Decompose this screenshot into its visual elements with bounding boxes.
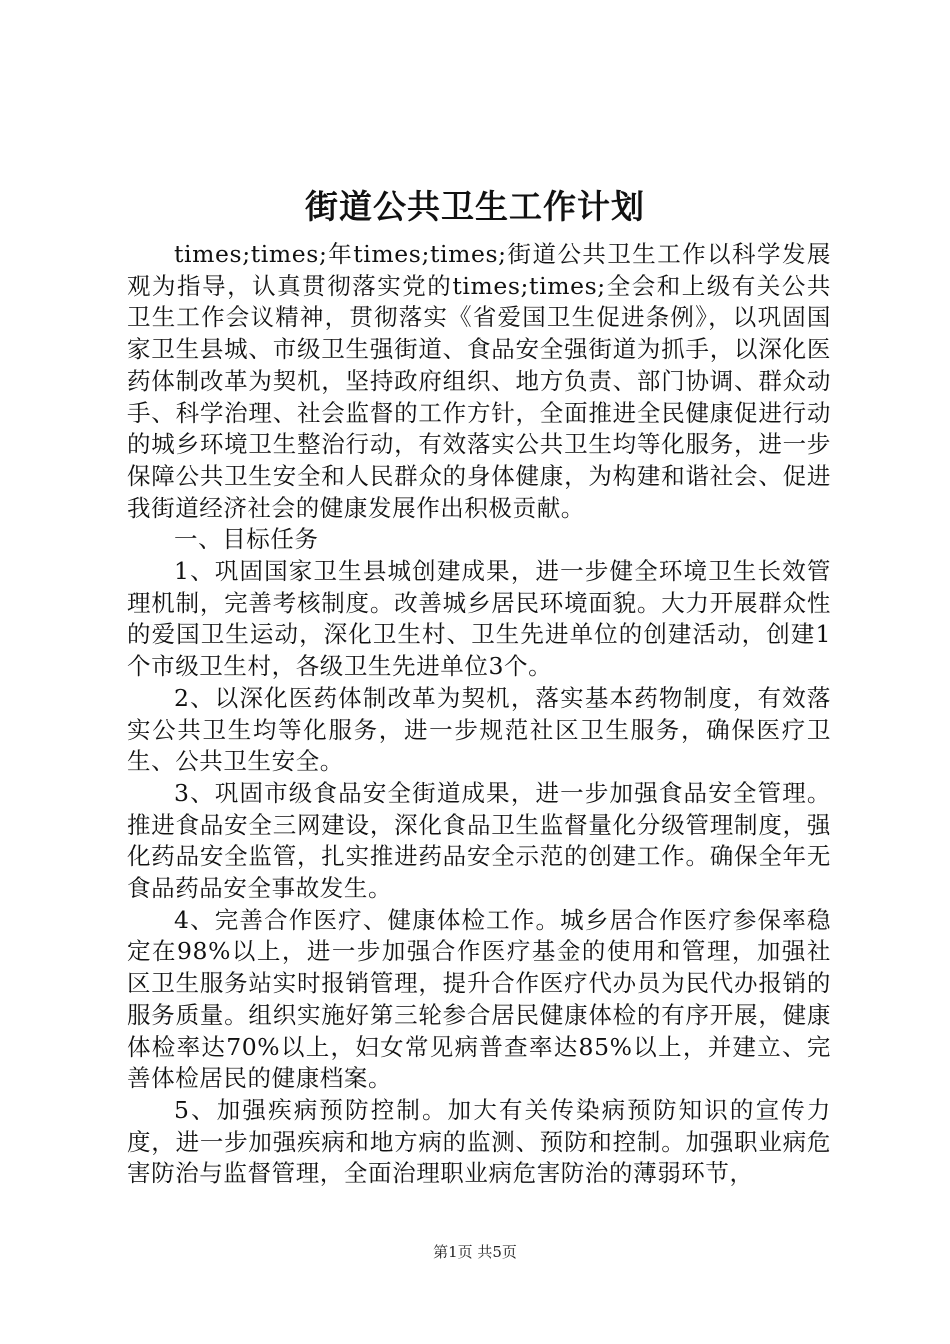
goal-item-4: 4、完善合作医疗、健康体检工作。城乡居合作医疗参保率稳定在98%以上，进一步加强合作医疗基金的使用和管理，加强社区卫生服务站实时报销管理，提升合作医疗代办员为民代办报销的服务质量。组织实施好第三轮参合居民健康体检的有序开展，健康体检率达70%以上，妇女常见病普查率达85%以上，并建立、完善体检居民的健康档案。 bbox=[127, 905, 831, 1093]
document-title: 街道公共卫生工作计划 bbox=[305, 187, 645, 226]
document-body bbox=[127, 239, 831, 1190]
intro-paragraph: times;times;年times;times;街道公共卫生工作以科学发展观为指导，认真贯彻落实党的times;times;全会和上级有关公共卫生工作会议精神，贯彻落实《省爱国卫生促进条例》，以巩固国家卫生县城、市级卫生强街道、食品安全强街道为抓手，以深化医药体制改革为契机，坚持政府组织、地方负责、部门协调、群众动手、科学治理、社会监督的工作方针，全面推进全民健康促进行动的城乡环境卫生整治行动，有效落实公共卫生均等化服务，进一步保障公共卫生安全和人民群众的身体健康，为构建和谐社会、促进我街道经济社会的健康发展作出积极贡献。 bbox=[127, 240, 831, 522]
page-footer: 第1页 共5页 bbox=[433, 1243, 517, 1261]
goal-item-1: 1、巩固国家卫生县城创建成果，进一步健全环境卫生长效管理机制，完善考核制度。改善城乡居民环境面貌。大力开展群众性的爱国卫生运动，深化卫生村、卫生先进单位的创建活动，创建1个市级卫生村，各级卫生先进单位3个。 bbox=[127, 557, 831, 681]
goal-item-3: 3、巩固市级食品安全街道成果，进一步加强食品安全管理。推进食品安全三网建设，深化食品卫生监督量化分级管理制度，强化药品安全监管，扎实推进药品安全示范的创建工作。确保全年无食品药品安全事故发生。 bbox=[127, 778, 831, 903]
section-heading-goals: 一、目标任务 bbox=[174, 525, 319, 554]
goal-item-2: 2、以深化医药体制改革为契机，落实基本药物制度，有效落实公共卫生均等化服务，进一步规范社区卫生服务，确保医疗卫生、公共卫生安全。 bbox=[127, 683, 831, 776]
goal-item-5: 5、加强疾病预防控制。加大有关传染病预防知识的宣传力度，进一步加强疾病和地方病的监测、预防和控制。加强职业病危害防治与监督管理，全面治理职业病危害防治的薄弱环节， bbox=[127, 1095, 831, 1188]
